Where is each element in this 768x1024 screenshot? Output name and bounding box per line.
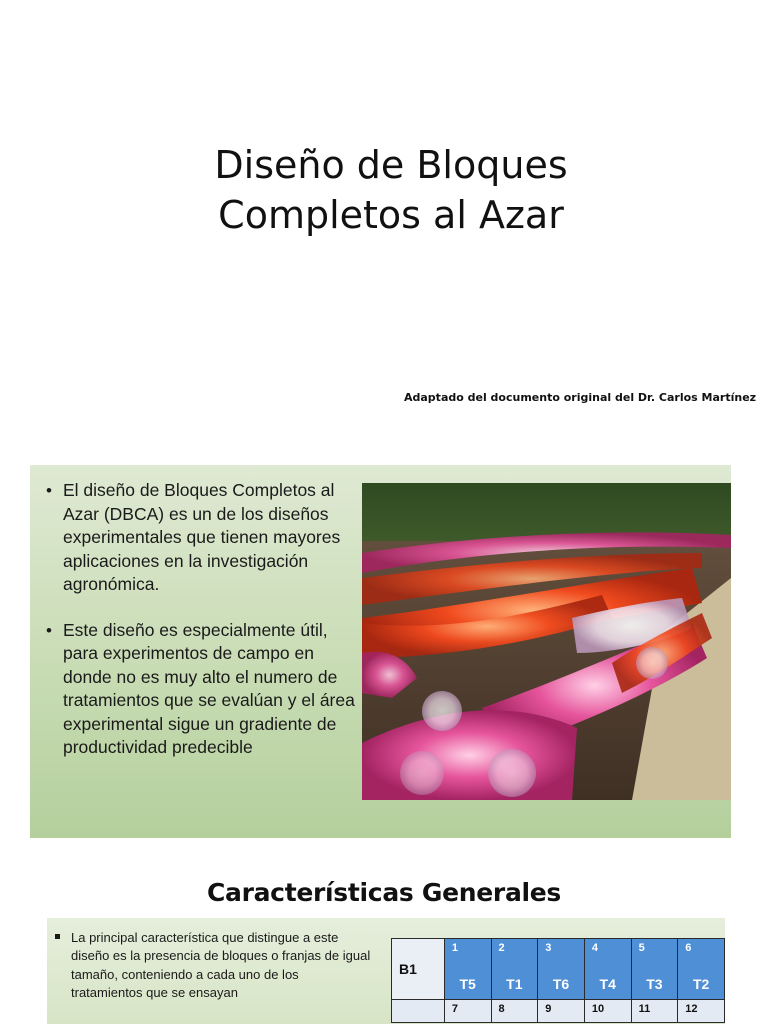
plot-cell [631, 939, 678, 1000]
intro-bullet-item [44, 479, 362, 597]
table-row [392, 939, 725, 1000]
plot-cell [678, 939, 725, 1000]
treatment-label: T6 [552, 976, 570, 992]
flower-field-photo [362, 483, 731, 800]
treatment-label: T5 [459, 976, 476, 992]
slide-title-line-2: Completos al Azar [218, 193, 564, 237]
slide-title [0, 140, 768, 240]
treatment-label: T3 [646, 976, 663, 992]
plot-number: 2 [498, 942, 505, 954]
plot-cell [631, 1000, 678, 1023]
plot-number: 1 [451, 942, 458, 954]
plot-number: 5 [638, 942, 645, 954]
characteristics-slide [47, 918, 725, 1024]
author-credit: Adaptado del documento original del Dr. Carlos Martínez [404, 391, 757, 404]
plot-number: 4 [591, 942, 598, 954]
plot-number: 11 [638, 1003, 651, 1015]
plot-cell [491, 939, 538, 1000]
intro-bullet-item [44, 619, 362, 760]
slide-title-line-1: Diseño de Bloques [214, 143, 568, 187]
block-layout-table [391, 938, 725, 1023]
plot-number: 3 [545, 942, 552, 954]
intro-slide [30, 465, 731, 838]
bullet-text: La principal característica que distingue a este diseño es la presencia de bloques o franjas de igual tamaño, conteniendo a cada uno de los tratamientos que se ensayan [71, 930, 371, 1001]
plot-number: 10 [591, 1003, 605, 1015]
treatment-label: T4 [599, 976, 616, 992]
plot-cell [444, 1000, 491, 1023]
plot-number: 7 [451, 1003, 458, 1015]
bullet-text: Este diseño es especialmente útil, para experimentos de campo en donde no es muy alto el numero de tratamientos que se evalúan y el área experimental sigue un gradiente de productividad predecible [63, 619, 355, 757]
plot-cell [444, 939, 491, 1000]
section-title: Características Generales [206, 878, 562, 907]
intro-bullet-list [44, 479, 362, 760]
plot-cell [584, 939, 631, 1000]
plot-number: 8 [498, 1003, 505, 1015]
characteristics-bullet [71, 929, 371, 1003]
bullet-text: El diseño de Bloques Completos al Azar (DBCA) es un de los diseños experimentales que tienen mayores aplicaciones en la investigación agronómica. [63, 480, 341, 594]
plot-cell [491, 1000, 538, 1023]
treatment-label: T2 [692, 976, 710, 992]
plot-cell [538, 939, 585, 1000]
plot-number: 9 [545, 1003, 552, 1015]
table-row [392, 1000, 725, 1023]
treatment-label: T1 [506, 976, 523, 992]
block-label: B1 [392, 939, 445, 1000]
block-label-empty [392, 1000, 445, 1023]
plot-cell [538, 1000, 585, 1023]
plot-cell [584, 1000, 631, 1023]
plot-number: 12 [685, 1003, 698, 1015]
bullet-marker: • [46, 481, 52, 500]
bullet-marker: • [46, 620, 52, 640]
square-bullet-icon [55, 934, 60, 939]
plot-number: 6 [685, 942, 692, 954]
plot-cell [678, 1000, 725, 1023]
